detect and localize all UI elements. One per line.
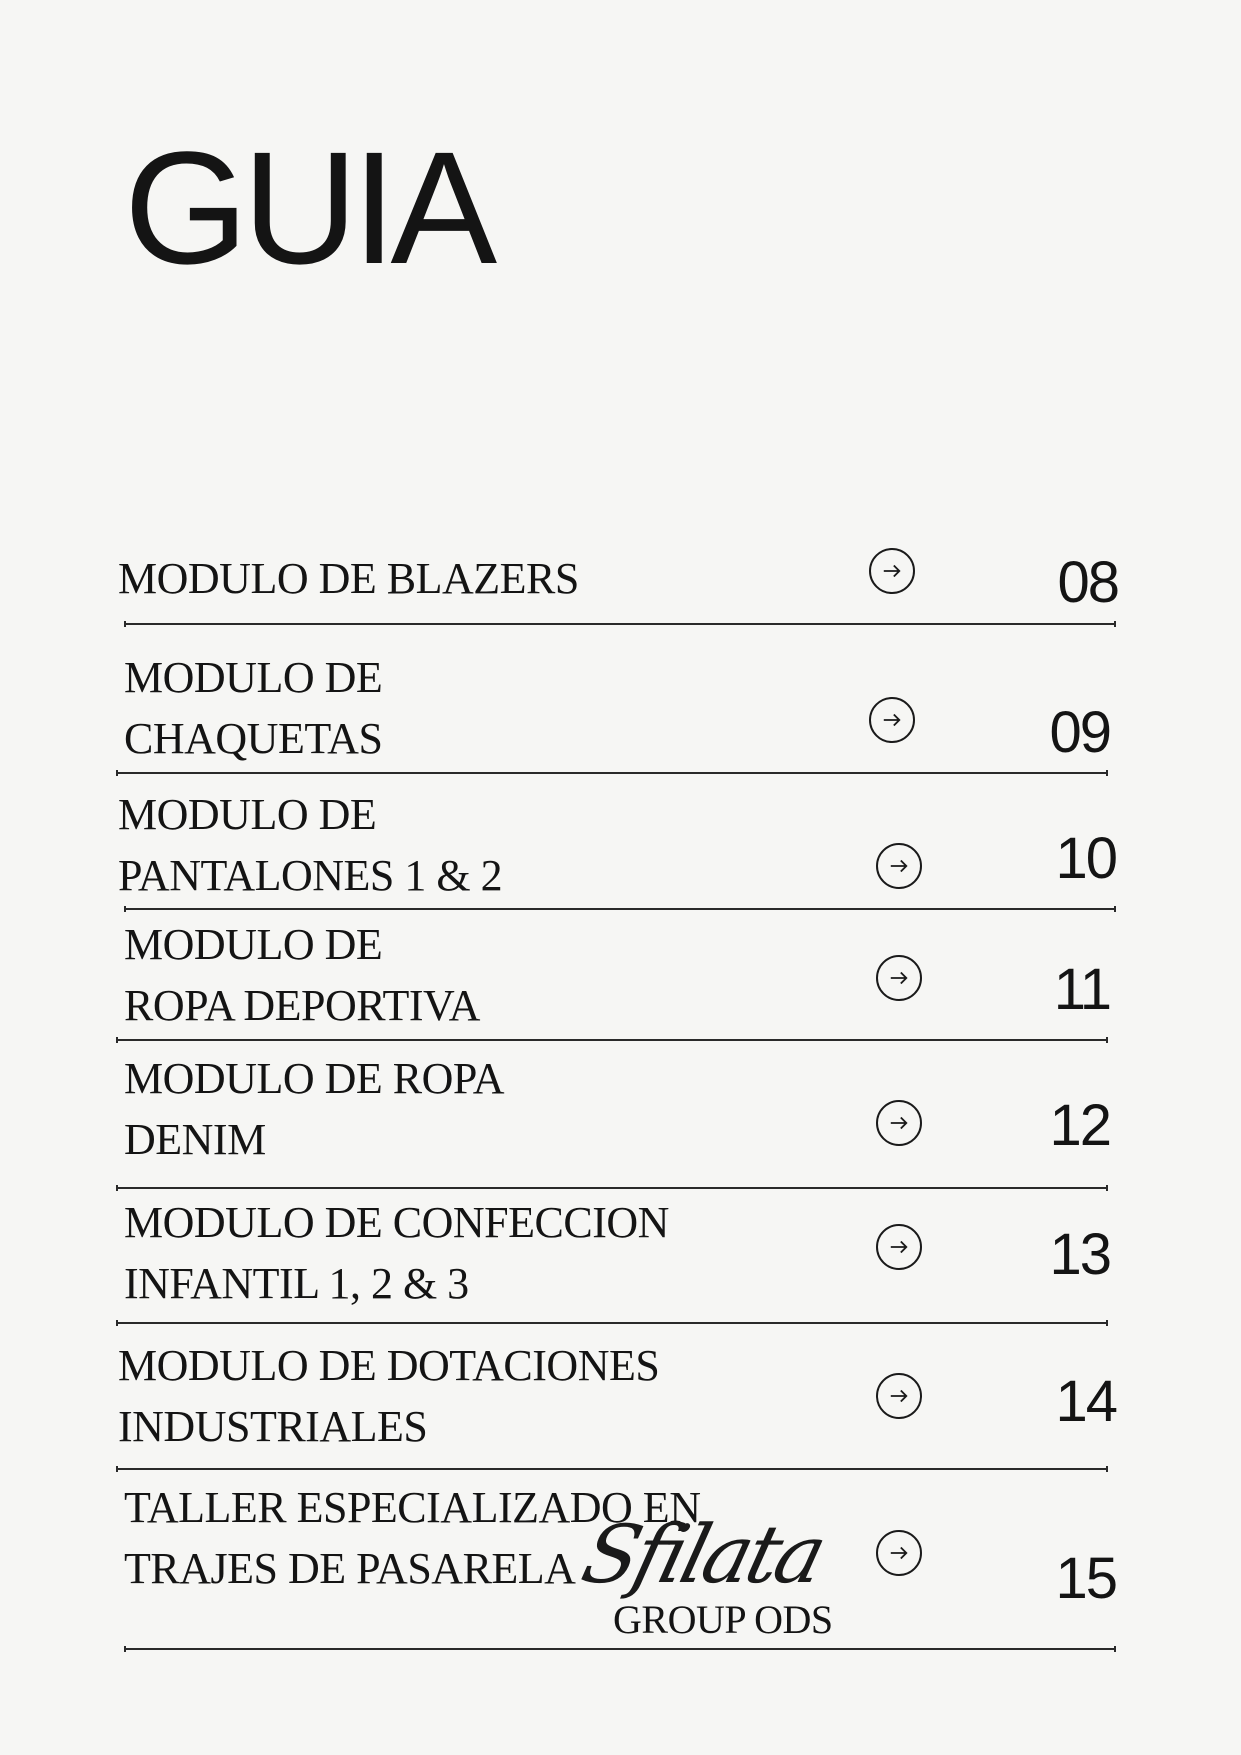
toc-item-label: MODULO DE ROPA DEPORTIVA [124, 920, 480, 1030]
page-number: 09 [1049, 700, 1110, 765]
page-number: 13 [1049, 1222, 1110, 1287]
divider [116, 772, 1108, 774]
toc-item-label: MODULO DE DOTACIONES INDUSTRIALES [118, 1341, 660, 1451]
divider [116, 1468, 1108, 1470]
toc-item-label: MODULO DE BLAZERS [118, 554, 579, 603]
signature-logo: Sfilata [573, 1508, 832, 1601]
toc-item-label: MODULO DE CHAQUETAS [124, 653, 383, 763]
signature-subtitle: GROUP ODS [613, 1597, 833, 1642]
divider [124, 1648, 1116, 1650]
arrow-right-circle-icon[interactable] [876, 955, 922, 1001]
arrow-right-circle-icon[interactable] [869, 548, 915, 594]
arrow-right-circle-icon[interactable] [876, 1530, 922, 1576]
toc-item-label: MODULO DE ROPA DENIM [124, 1054, 505, 1164]
divider [116, 1039, 1108, 1041]
arrow-right-circle-icon[interactable] [876, 843, 922, 889]
toc-item-label: TALLER ESPECIALIZADO EN TRAJES DE PASARELA [124, 1483, 701, 1593]
page-number: 10 [1055, 826, 1116, 891]
page-number: 11 [1053, 957, 1110, 1022]
arrow-right-circle-icon[interactable] [876, 1224, 922, 1270]
arrow-right-circle-icon[interactable] [876, 1100, 922, 1146]
arrow-right-circle-icon[interactable] [876, 1373, 922, 1419]
arrow-right-circle-icon[interactable] [869, 697, 915, 743]
page-number: 14 [1055, 1369, 1116, 1434]
page-number: 15 [1055, 1546, 1116, 1611]
page-number: 12 [1049, 1093, 1110, 1158]
divider [124, 623, 1116, 625]
toc-item-label: MODULO DE PANTALONES 1 & 2 [118, 790, 503, 900]
page-number: 08 [1057, 550, 1118, 615]
divider [116, 1322, 1108, 1324]
page-title: GUIA [124, 118, 492, 297]
divider [116, 1187, 1108, 1189]
toc-item-label: MODULO DE CONFECCION INFANTIL 1, 2 & 3 [124, 1198, 669, 1308]
divider [124, 908, 1116, 910]
